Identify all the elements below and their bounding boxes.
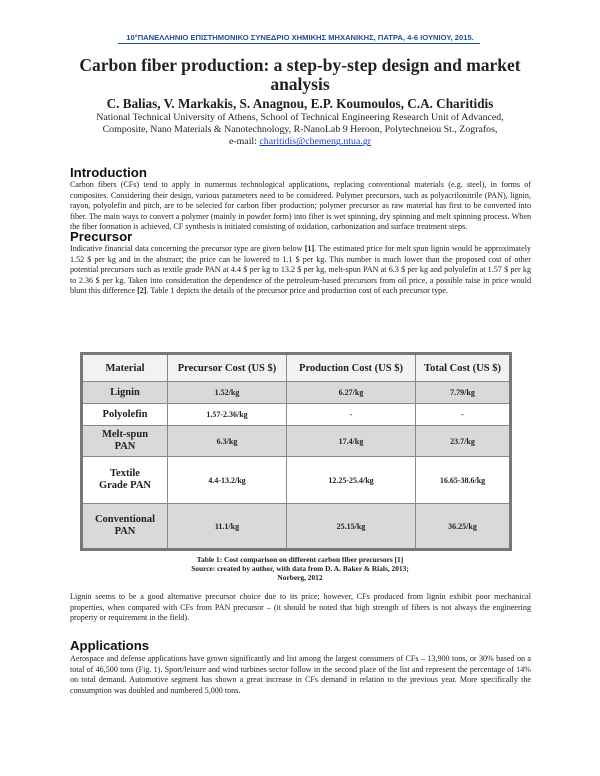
email-link[interactable]: charitidis@chemeng.ntua.gr [259, 136, 372, 148]
table-row [82, 404, 511, 426]
applications-text: Aerospace and defense applications have grown significantly and list among the largest consumers of CFs – 13,900 tons, or 30% based on a total of 46,500 tons (Fig. 1). Sport/leisure and wind turbines sector follow in the second place of the list and represent the percentage of 14% on total demand. Automotive segment has shown a great increase in CFs demand in relation to the previous year. More specifically the consumption was doubled and numbered 5,000 tons. [70, 654, 531, 695]
header-total-cost: Total Cost (US $) [416, 354, 511, 382]
cell-precursor-cost: 11.1/kg [168, 504, 287, 550]
cell-material: Lignin [82, 382, 168, 404]
table-caption [120, 555, 480, 582]
caption-line-3: Norberg, 2012 [277, 573, 323, 582]
table-header-row [82, 354, 511, 382]
lignin-discussion-text: Lignin seems to be a good alternative precursor choice due to its price; however, CFs produced from lignin exhibit poor mechanical properties, when compared with CFs from PAN precursor – (it should be noted that high strength of fibers is not always the engineering property or requirement in the field). [70, 592, 531, 622]
cell-precursor-cost: 4.4-13.2/kg [168, 457, 287, 504]
caption-line-1: Table 1: Cost comparison on different carbon fiber precursors [1] [196, 555, 404, 564]
cell-production-cost: 25.15/kg [287, 504, 416, 550]
precursor-text-1: Indicative financial data concerning the precursor type are given below [70, 244, 305, 253]
cell-total-cost: 16.65-38.6/kg [416, 457, 511, 504]
cell-production-cost: - [287, 404, 416, 426]
cell-total-cost: 7.79/kg [416, 382, 511, 404]
material-line-2: PAN [114, 526, 136, 537]
introduction-text: Carbon fibers (CFs) tend to apply in numerous technological applications, replacing conventional materials (e.g. steel), in forms of composites. Considering their design, various parameters need to be considered. Polymer precursors, such as polyacrilonitrile (PAN), lignin, rayon, polyolefin and pitch, are to be selected for carbon fiber production; polymer precursor as raw material has first to be converted into fiber. The main ways to convert a polymer (mainly in powder form) into fiber is wet spinning, dry spinning and melt spinning process. When the fiber formation is achieved, CF synthesis is initiated consisting of oxidation, carbonization and surface treatment steps. [70, 180, 531, 231]
cell-total-cost: - [416, 404, 511, 426]
table-row [82, 504, 511, 550]
precursor-cost-table [80, 352, 512, 551]
cell-total-cost: 23.7/kg [416, 426, 511, 457]
email-line [40, 136, 560, 148]
cell-material: Polyolefin [82, 404, 168, 426]
cell-total-cost: 36.25/kg [416, 504, 511, 550]
precursor-heading: Precursor [70, 229, 133, 244]
material-line-1: Textile [110, 468, 140, 479]
cell-production-cost: 6.27/kg [287, 382, 416, 404]
material-line-2: PAN [114, 441, 136, 452]
paper-title: Carbon fiber production: a step-by-step design and market analysis [79, 55, 521, 94]
precursor-text-2: . The estimated price for melt spun lignin would be approximately 1.52 $ per kg and in the abstract; the price can be lowered to 1.1 $ per kg. This number is much lower than the proposed cost of other potential precursors such as textile grade PAN at 4.4 $ per kg to 13.2 $ per kg, melt-spun PAN at 6.3 $ per kg and polyolefin at 1.57 $ per kg to 2.36 $ per kg. Taken into consideration the dependence of the petroleum-based precursors from oil price, a possible raise in price would blunt this difference [70, 244, 531, 295]
conference-header: 10°ΠΑΝΕΛΛΗΝΙΟ ΕΠΙΣΤΗΜΟΝΙΚΟ ΣΥΝΕΔΡΙΟ ΧΗΜΙΚΗΣ ΜΗΧΑΝΙΚΗΣ, ΠΑΤΡΑ, 4-6 ΙΟΥΝΙΟΥ, 2015. [126, 33, 474, 42]
cell-material [82, 457, 168, 504]
material-line-1: Melt-spun [101, 429, 149, 440]
cell-precursor-cost: 1.57-2.36/kg [168, 404, 287, 426]
header-precursor-cost: Precursor Cost (US $) [168, 354, 287, 382]
affiliation-line-1: National Technical University of Athens, School of Technical Engineering Research Unit of Advanced, [96, 112, 504, 123]
applications-heading: Applications [70, 638, 150, 653]
cell-production-cost: 17.4/kg [287, 426, 416, 457]
cell-material [82, 426, 168, 457]
precursor-text [70, 244, 531, 297]
table-row [82, 457, 511, 504]
header-production-cost: Production Cost (US $) [287, 354, 416, 382]
cell-precursor-cost: 6.3/kg [168, 426, 287, 457]
author-list: C. Balias, V. Markakis, S. Anagnou, E.P. Koumoulos, C.A. Charitidis [106, 96, 494, 111]
material-line-1: Conventional [94, 514, 156, 525]
caption-line-2: Source: created by author, with data from D. A. Baker & Rials, 2013; [191, 564, 409, 573]
affiliation [40, 112, 560, 149]
table-row [82, 382, 511, 404]
cell-material [82, 504, 168, 550]
introduction-heading: Introduction [70, 165, 147, 180]
affiliation-line-2: Composite, Nano Materials & Nanotechnology, R-NanoLab 9 Heroon, Polytechneiou St., Zografos, [102, 124, 498, 136]
reference-2: [2] [137, 286, 147, 295]
table-row [82, 426, 511, 457]
material-line-2: Grade PAN [98, 480, 151, 491]
email-label: e-mail: [228, 136, 257, 148]
cell-production-cost: 12.25-25.4/kg [287, 457, 416, 504]
header-underline [118, 43, 480, 44]
header-material: Material [82, 354, 168, 382]
precursor-text-3: . Table 1 depicts the details of the precursor price and production cost of each precursor type. [146, 286, 448, 295]
cell-precursor-cost: 1.52/kg [168, 382, 287, 404]
reference-1: [1] [304, 244, 315, 253]
